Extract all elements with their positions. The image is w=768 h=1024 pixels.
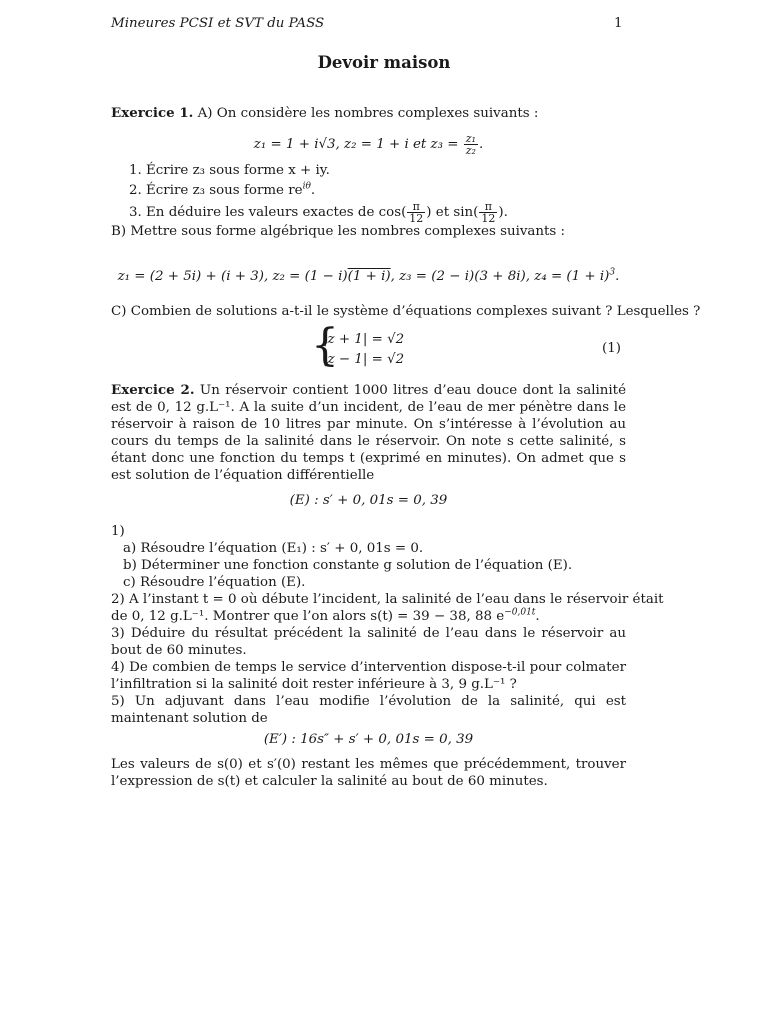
question-2-exponent: −0,01t: [504, 607, 536, 618]
fraction-denominator: 12: [481, 212, 496, 225]
pi-over-12-fraction: [407, 201, 425, 224]
question-2-text: de 0, 12 g.L⁻¹. Montrer que l’on alors s(t) = 39 − 38, 88 e: [111, 609, 505, 624]
document-title: Devoir maison: [317, 53, 451, 72]
exercise-2-intro: [111, 382, 626, 484]
exercise-1-intro: [111, 105, 626, 122]
part-b-intro: B) Mettre sous forme algébrique les nombres complexes suivants :: [111, 224, 566, 239]
equation-number: (1): [602, 341, 621, 356]
z-definitions: z₁ = 1 + i√3, z₂ = 1 + i et z₃ = $\frac{\text{z₁}}{\text{z₂}}$ .: [253, 132, 484, 157]
part-c-question: C) Combien de solutions a-t-il le système d’équations complexes suivant ? Lesquelles ?: [111, 304, 701, 319]
z3-fraction-numerator: z₁: [465, 132, 476, 145]
item-3-text-c: ).: [498, 205, 508, 220]
question-4: 4) De combien de temps le service d’intervention dispose-t-il pour colmater l’infiltration si la salinité doit rester inférieure à 3, 9 g.L⁻¹ ?: [111, 660, 626, 692]
system-lines: [323, 330, 404, 370]
item-2-exponent: iθ: [302, 181, 311, 192]
question-2-end: .: [535, 609, 540, 624]
exercise-1-item-3: [111, 201, 626, 223]
question-1: 1): [111, 524, 125, 539]
item-3-text-a: 3. En déduire les valeurs exactes de cos(: [129, 205, 407, 220]
question-1b: b) Déterminer une fonction constante g solution de l’équation (E).: [123, 558, 573, 573]
exercise-1-item-2: 2. Écrire z₃ sous forme $re^{i\theta}$.: [129, 181, 316, 198]
left-brace: {: [311, 320, 339, 371]
equation-e: (E) : s′ + 0, 01s = 0, 39: [289, 493, 448, 508]
z1-definition: z₁ = 1 + i√3,: [253, 137, 340, 152]
equation-e-prime: (E′) : 16s″ + s′ + 0, 01s = 0, 39: [263, 732, 474, 747]
exercise-2-label: Exercice 2.: [111, 382, 195, 398]
page-number: 1: [614, 16, 623, 31]
part-b-eq-1: z₁ = (2 + 5i) + (i + 3), z₂ = (1 − i): [117, 269, 348, 284]
final-question: Les valeurs de s(0) et s′(0) restant les mêmes que précédemment, trouver l’expression de s(t) et calculer la salinité au bout de 60 minutes.: [111, 757, 626, 789]
exercise-1-item-1: 1. Écrire z₃ sous forme x + iy.: [129, 163, 330, 178]
pi-over-12-fraction: [479, 201, 497, 224]
part-b-conjugate: (1 + i): [347, 269, 391, 284]
system-equation-1: |z + 1| = √2: [323, 332, 405, 347]
question-3: 3) Déduire du résultat précédent la salinité de l’eau dans le réservoir au bout de 60 minutes.: [111, 626, 626, 658]
part-b-exponent: 3: [609, 267, 616, 278]
fraction-denominator: 12: [409, 212, 424, 225]
system-equation-2: |z − 1| = √2: [323, 352, 405, 367]
fraction-numerator: π: [479, 201, 497, 213]
part-a-intro: A) On considère les nombres complexes suivants :: [193, 106, 539, 121]
part-b-end: .: [615, 269, 620, 284]
question-1c: c) Résoudre l’équation (E).: [123, 575, 306, 590]
item-3-text-b: ) et sin(: [426, 205, 479, 220]
document-body: [111, 105, 701, 790]
question-2-line-1: 2) A l’instant t = 0 où débute l’incident, la salinité de l’eau dans le réservoir était: [111, 592, 664, 607]
equation-system: [111, 320, 626, 372]
item-2-text: 2. Écrire z₃ sous forme re: [129, 183, 303, 198]
part-b-equations: [111, 268, 626, 285]
fraction-numerator: π: [407, 201, 425, 213]
part-b-eq-2: , z₃ = (2 − i)(3 + 8i), z₄ = (1 + i): [390, 269, 610, 284]
exercise-1-label: Exercice 1.: [111, 105, 194, 121]
question-5: 5) Un adjuvant dans l’eau modifie l’évolution de la salinité, qui est maintenant solution de: [111, 694, 626, 726]
z3-fraction-denominator: z₂: [465, 144, 476, 157]
question-2-line-2: [111, 608, 626, 625]
running-header-title: Mineures PCSI et SVT du PASS: [111, 16, 325, 31]
z2-definition: z₂ = 1 + i et z₃ =: [344, 137, 459, 152]
question-1a: a) Résoudre l’équation (E₁) : s′ + 0, 01s = 0.: [123, 541, 424, 556]
z3-fraction: [464, 133, 478, 156]
exercise-2-text: Un réservoir contient 1000 litres d’eau douce dont la salinité est de 0, 12 g.L⁻¹. A la suite d’un incident, de l’eau de mer pénètre dans le réservoir à raison de 10 litres par minute. On s’intéresse à l’évolution au cours du temps de la salinité dans le réservoir. On note s cette salinité, s étant donc une fonction du temps t (exprimé en minutes). On admet que s est solution de l’équation différentielle: [111, 383, 626, 483]
